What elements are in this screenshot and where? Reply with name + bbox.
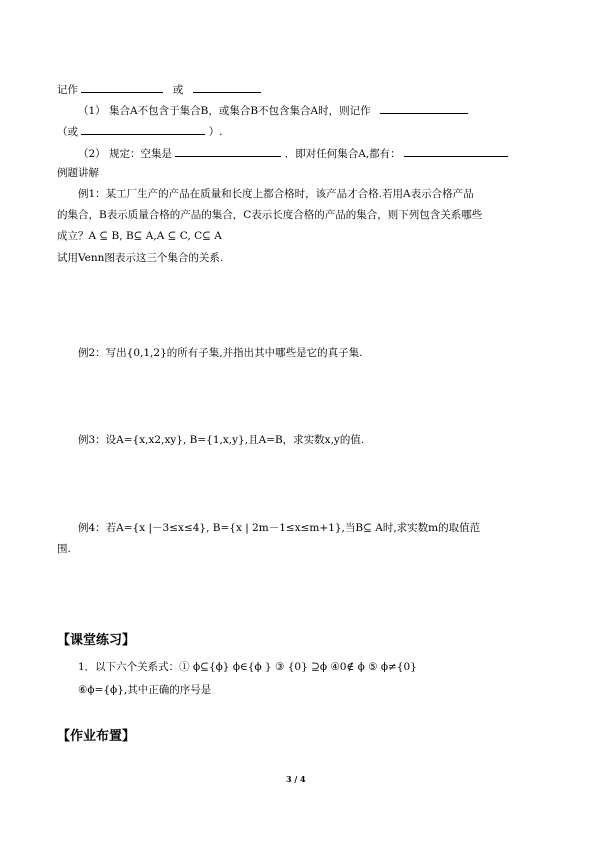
or-label: 或 (172, 84, 184, 96)
alt-close-label: ）. (208, 126, 223, 138)
example-1-line-3: 成立？A ⊆ B, B⊆ A,A ⊆ C, C⊆ A (57, 230, 222, 242)
rule-1-text: （1） 集合A不包含于集合B，或集合B不包含集合A时，则记作 (78, 105, 371, 117)
answer-blank (404, 145, 508, 157)
example-1-line-1: 例1：某工厂生产的产品在质量和长度上都合格时，该产品才合格.若用A表示合格产品 (78, 188, 474, 200)
section-examples-title: 例题讲解 (57, 167, 99, 179)
answer-blank (81, 81, 163, 93)
answer-blank (175, 145, 281, 157)
example-3: 例3：设A={x,x2,xy}, B={1,x,y},且A=B，求实数x,y的值. (78, 434, 365, 446)
rule-2-line (78, 145, 508, 161)
example-1-line-4: 试用Venn图表示这三个集合的关系. (57, 252, 224, 264)
rule-1-alt-line (57, 123, 223, 139)
answer-blank (380, 102, 468, 114)
answer-blank (193, 81, 261, 93)
alt-open-label: （或 (57, 126, 78, 138)
practice-1-line-2: ⑥ϕ={ϕ},其中正确的序号是 (78, 684, 212, 696)
page-number: 3 / 4 (286, 774, 306, 784)
practice-heading: 【课堂练习】 (57, 633, 136, 648)
example-4-line-2: 围. (57, 543, 71, 555)
rule-2-text-cont: ．即对任何集合A,都有： (284, 148, 401, 160)
answer-blank (81, 123, 205, 135)
homework-heading: 【作业布置】 (57, 729, 136, 744)
rule-2-text: （2） 规定：空集是 (78, 148, 173, 160)
example-2: 例2：写出{0,1,2}的所有子集,并指出其中哪些是它的真子集. (78, 347, 363, 359)
notation-line (57, 81, 261, 97)
notation-label: 记作 (57, 84, 78, 96)
example-4-line-1: 例4：若A={x |－3≤x≤4}, B={x | 2m－1≤x≤m+1},当B⊆ A时,求实数m的取值范 (78, 522, 481, 534)
rule-1-line (78, 102, 468, 118)
practice-1-line-1: 1．以下六个关系式：① ϕ⊆{ϕ} ϕ∈{ϕ } ③ {0} ⊇ϕ ④0∉ ϕ ⑤ ϕ≠{0} (78, 661, 417, 673)
example-1-line-2: 的集合，B表示质量合格的产品的集合，C表示长度合格的产品的集合，则下列包含关系哪些 (57, 209, 483, 221)
